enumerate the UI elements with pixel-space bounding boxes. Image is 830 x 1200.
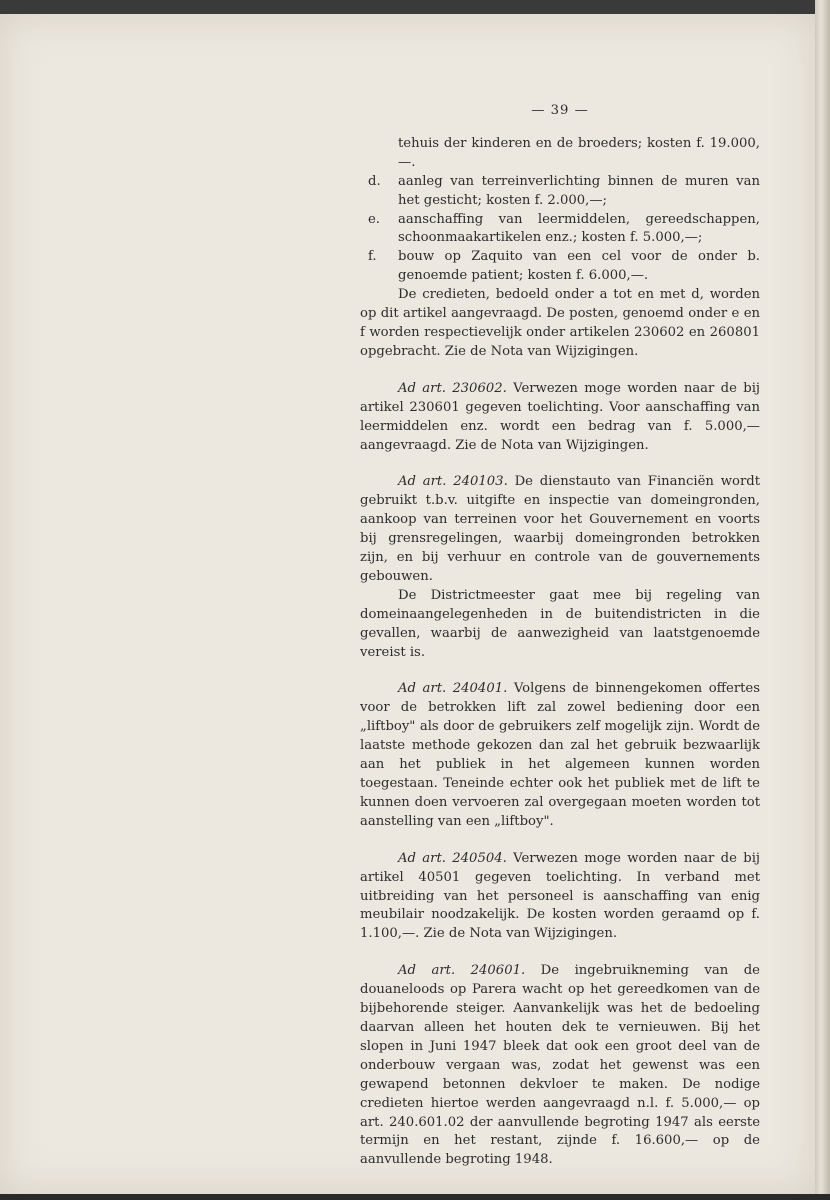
list-marker: e. (368, 211, 380, 227)
scan-top-edge (0, 0, 830, 14)
scan-bottom-edge (0, 1194, 830, 1200)
list-marker: f. (368, 249, 377, 265)
paragraph-art-240401 (360, 680, 760, 831)
list-item-d (360, 173, 760, 211)
paragraph-text: Volgens de binnengekomen offertes voor de betrokken lift zal zowel bediening door een „liftboy" als door de gebruikers zelf mogelijk zijn. Wordt de laatste methode gekozen dan zal het gebruik bezwaarlijk aan het publiek in het algemeen kunnen worden toegestaan. Teneinde echter ook het publiek met de lift te kunnen doen vervoeren zal overgegaan moeten worden tot aanstelling van een „liftboy". (360, 681, 760, 829)
article-reference: Ad art. 240504. (398, 850, 507, 866)
article-reference: Ad art. 240601. (398, 963, 526, 979)
list-item-text: aanschaffing van leermiddelen, gereedschappen, schoonmaakartikelen enz.; kosten f. 5.000,—; (398, 211, 760, 246)
scan-right-edge (815, 0, 830, 1200)
list-item-f (360, 248, 760, 286)
paragraph-credieten (360, 286, 760, 362)
article-reference: Ad art. 240401. (398, 681, 508, 697)
paragraph-text: De ingebruikneming van de douaneloods op Parera wacht op het gereedkomen van de bijbehorende steiger. Aanvankelijk was het de bedoeling daarvan alleen het houten dek te vernieuwen. Bij het slopen in Juni 1947 bleek dat ook een groot deel van de onderbouw vergaan was, zodat het gewenst was een gewapend betonnen dekvloer te maken. De nodige credieten hiertoe werden aangevraagd n.l. f. 5.000,— op art. 240.601.02 der aanvullende begroting 1947 als eerste termijn en het restant, zijnde f. 16.600,— op de aanvullende begroting 1948. (360, 963, 760, 1168)
paragraph-text: Verwezen moge worden naar de bij artikel 230601 gegeven toelichting. Voor aanschaffing van leermiddelen enz. wordt een bedrag van f. 5.000,— aangevraagd. Zie de Nota van Wijzigingen. (360, 380, 760, 453)
document-page (0, 14, 815, 1194)
paragraph-districtmeester (360, 587, 760, 663)
paragraph-art-240601 (360, 962, 760, 1170)
list-marker: d. (368, 173, 381, 189)
list-item-e (360, 211, 760, 249)
page-content (360, 102, 760, 1170)
list-item-text: aanleg van terreinverlichting binnen de muren van het gesticht; kosten f. 2.000,—; (398, 173, 760, 208)
list-item-text: tehuis der kinderen en de broeders; kosten f. 19.000,—. (398, 135, 760, 170)
paragraph-text: De credieten, bedoeld onder a tot en met d, worden op dit artikel aangevraagd. De posten, genoemd onder e en f worden respectievelijk onder artikelen 230602 en 260801 opgebracht. Zie de Nota van Wijzigingen. (360, 287, 760, 359)
paragraph-art-240504 (360, 850, 760, 945)
article-reference: Ad art. 230602. (398, 380, 507, 396)
list-item-text: bouw op Zaquito van een cel voor de onder b. genoemde patient; kosten f. 6.000,—. (398, 249, 760, 284)
paragraph-text: Verwezen moge worden naar de bij artikel 40501 gegeven toelichting. In verband met uitbreiding van het personeel is aanschaffing van enig meubilair noodzakelijk. De kosten worden geraamd op f. 1.100,—. Zie de Nota van Wijzigingen. (360, 850, 760, 942)
paragraph-text: De dienstauto van Financiën wordt gebruikt t.b.v. uitgifte en inspectie van domeingronden, aankoop van terreinen voor het Gouvernement en voorts bij grensregelingen, waarbij domeingronden betrokken zijn, en bij verhuur en controle van de gouvernements gebouwen. (360, 474, 761, 584)
paragraph-art-240103 (360, 473, 760, 586)
article-reference: Ad art. 240103. (398, 474, 508, 490)
page-number: — 39 — (531, 103, 589, 118)
paragraph-text: De Districtmeester gaat mee bij regeling van domeinaangelegenheden in de buitendistricten in die gevallen, waarbij de aanwezigheid van laatstgenoemde vereist is. (360, 587, 760, 660)
list-item-continuation (360, 135, 760, 173)
paragraph-art-230602 (360, 380, 760, 456)
